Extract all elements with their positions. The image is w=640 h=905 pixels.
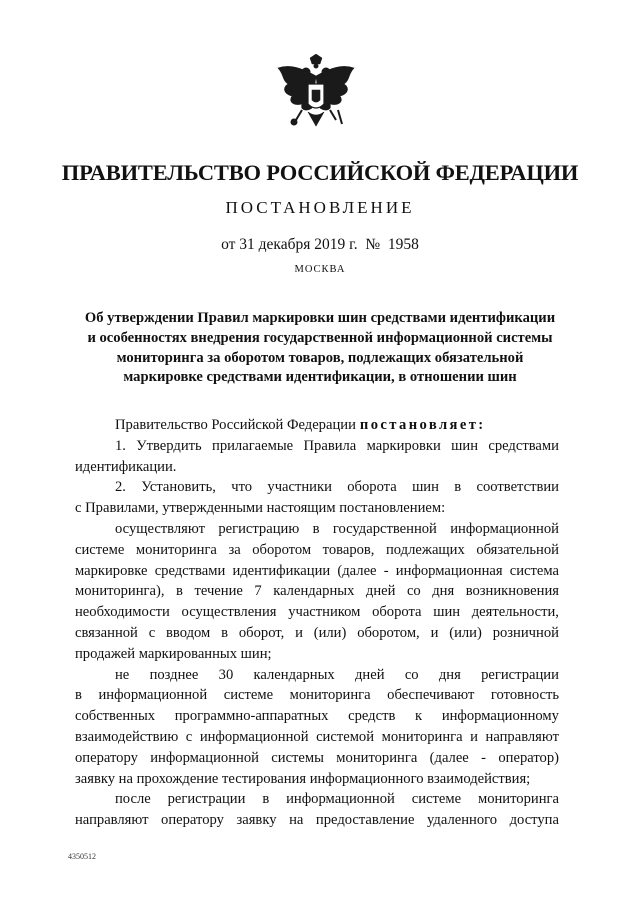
word: осуществления <box>181 604 277 621</box>
word: за <box>228 541 241 558</box>
subject-line: Об утверждении Правил маркировки шин средствами идентификации <box>84 310 556 326</box>
word: в <box>454 479 462 496</box>
p3-line <box>75 602 559 623</box>
word: средствами <box>154 562 226 579</box>
word: связанной <box>75 624 138 641</box>
word: системе <box>223 687 274 704</box>
decree-date: от 31 декабря 2019 г. <box>221 236 358 253</box>
word: в <box>75 687 82 704</box>
word: и <box>430 624 439 641</box>
word: оператору <box>161 812 224 829</box>
word: товаров, <box>322 541 375 558</box>
word: направляют <box>75 812 149 829</box>
word: информационному <box>441 708 559 725</box>
word: мониторинга), <box>75 583 165 600</box>
word: система <box>509 562 559 579</box>
word: предоставление <box>315 812 415 829</box>
word: информационной <box>98 687 208 704</box>
decree-subject <box>70 309 570 388</box>
word: участником <box>288 604 361 621</box>
word: осуществляют <box>115 520 205 537</box>
word: оборот, <box>238 624 285 641</box>
word: с <box>148 624 156 641</box>
subject-line: и особенностях внедрения государственной информационной системы <box>87 329 553 346</box>
word: что <box>231 479 253 496</box>
word: доступа <box>509 812 559 829</box>
p4-line <box>75 748 559 769</box>
word: 2. <box>115 479 126 496</box>
word: регистрации <box>167 791 246 808</box>
word: Утвердить <box>136 437 202 454</box>
p4-line <box>75 727 559 748</box>
document-type: ПОСТАНОВЛЕНИЕ <box>225 198 415 217</box>
word: заявку на прохождение тестирования информационного взаимодействия; <box>75 770 531 787</box>
p5-line <box>75 789 559 810</box>
word: со <box>404 666 419 683</box>
word: обеспечивают <box>387 687 475 704</box>
p3-line <box>75 519 559 540</box>
word: средствами <box>488 437 559 454</box>
word: дней <box>365 583 396 600</box>
word: Установить, <box>141 479 216 496</box>
word: информационная <box>395 562 503 579</box>
word: после <box>115 791 151 808</box>
word: 7 <box>254 583 262 600</box>
date-line <box>0 236 640 254</box>
word: (далее <box>429 749 469 766</box>
word: соответствии <box>476 479 559 496</box>
p3-line <box>75 581 559 602</box>
word: шин <box>433 604 461 621</box>
word: деятельности, <box>471 604 559 621</box>
p3-line <box>75 644 559 665</box>
word: прилагаемые <box>212 437 294 454</box>
p2-line <box>75 477 559 498</box>
word: (или) <box>313 624 347 641</box>
government-title: ПРАВИТЕЛЬСТВО РОССИЙСКОЙ ФЕДЕРАЦИИ <box>61 160 579 185</box>
word: информационной <box>450 520 559 537</box>
word: в <box>221 624 229 641</box>
word: (далее <box>337 562 377 579</box>
word: и <box>470 728 478 745</box>
word: мониторинга <box>381 728 463 745</box>
word: оператору <box>75 749 138 766</box>
word: к <box>415 708 423 725</box>
word: продажей маркированных шин; <box>75 645 272 662</box>
word: регистрации <box>481 666 559 683</box>
word: позднее <box>149 666 199 683</box>
word: течение <box>194 583 243 600</box>
word: необходимости <box>75 604 170 621</box>
word: мониторинга <box>289 687 371 704</box>
word: системе <box>75 541 125 558</box>
word: идентификации <box>232 562 331 579</box>
p5-line <box>75 810 559 831</box>
p3-line <box>75 561 559 582</box>
word: информационной <box>199 728 309 745</box>
word: средств <box>348 708 396 725</box>
word: вводом <box>166 624 211 641</box>
word: мониторинга <box>477 791 559 808</box>
word: - <box>383 562 389 579</box>
word: подлежащих <box>386 541 465 558</box>
word: шин <box>412 479 439 496</box>
city: МОСКВА <box>294 264 346 275</box>
word: готовность <box>490 687 559 704</box>
p3-line <box>75 623 559 644</box>
word: идентификации. <box>75 458 177 475</box>
word: (или) <box>449 624 482 641</box>
word: информационной <box>150 749 259 766</box>
word: маркировки <box>366 437 441 454</box>
document-id: 4350512 <box>68 852 96 861</box>
p4-line <box>75 769 559 790</box>
word: 1. <box>115 437 126 454</box>
word: на <box>289 812 304 829</box>
subject-line: маркировке средствами идентификации, в отношении шин <box>123 369 517 386</box>
word: дней <box>355 666 385 683</box>
word: розничной <box>492 624 559 641</box>
word: в <box>176 583 183 600</box>
p4-line <box>75 706 559 727</box>
word: календарных <box>273 583 355 600</box>
decree-number: 1958 <box>387 236 419 253</box>
word: возникновения <box>465 583 559 600</box>
word: удаленного <box>427 812 498 829</box>
word: календарных <box>253 666 335 683</box>
word: Правила <box>303 437 357 454</box>
word: дня <box>432 583 455 600</box>
p1-line <box>75 436 559 457</box>
word: в <box>312 520 320 537</box>
intro-text: Правительство Российской Федерации <box>115 417 356 433</box>
word: мониторинга <box>135 541 217 558</box>
word: оборота <box>347 479 397 496</box>
word: заявку <box>236 812 277 829</box>
word: оборотом, <box>357 624 420 641</box>
word: шин <box>451 437 479 454</box>
word: со <box>406 583 421 600</box>
subject-line: мониторинга за оборотом товаров, подлежащих обязательной <box>116 349 524 366</box>
word: оборота <box>372 604 422 621</box>
word: программно-аппаратных <box>174 708 329 725</box>
word: дня <box>438 666 461 683</box>
p4-line <box>75 685 559 706</box>
word: направляют <box>485 728 559 745</box>
word: оператор) <box>498 749 559 766</box>
word: маркировке <box>75 562 148 579</box>
word: обязательной <box>476 541 559 558</box>
word: регистрацию <box>218 520 300 537</box>
word: информационной <box>286 791 395 808</box>
p3-line <box>75 540 559 561</box>
word: с <box>185 728 193 745</box>
number-sign: № <box>365 236 381 253</box>
word: взаимодействию <box>75 728 179 745</box>
word: не <box>115 666 130 683</box>
decree-body <box>75 415 559 831</box>
word: системой <box>316 728 375 745</box>
word: оборотом <box>252 541 312 558</box>
p2-line <box>75 498 559 519</box>
word: системы <box>271 749 324 766</box>
intro-line <box>75 415 559 436</box>
word: с Правилами, утвержденными настоящим постановлением: <box>75 500 446 517</box>
word: и <box>295 624 303 641</box>
word: мониторинга <box>336 749 418 766</box>
word: государственной <box>332 520 437 537</box>
word: 30 <box>218 666 234 683</box>
intro-resolves: постановляет: <box>359 417 486 433</box>
word: - <box>481 749 487 766</box>
word: собственных <box>75 708 156 725</box>
state-emblem-icon <box>272 54 360 138</box>
p1-line <box>75 457 559 478</box>
word: системе <box>411 791 462 808</box>
word: в <box>262 791 270 808</box>
word: участники <box>267 479 332 496</box>
p4-line <box>75 665 559 686</box>
